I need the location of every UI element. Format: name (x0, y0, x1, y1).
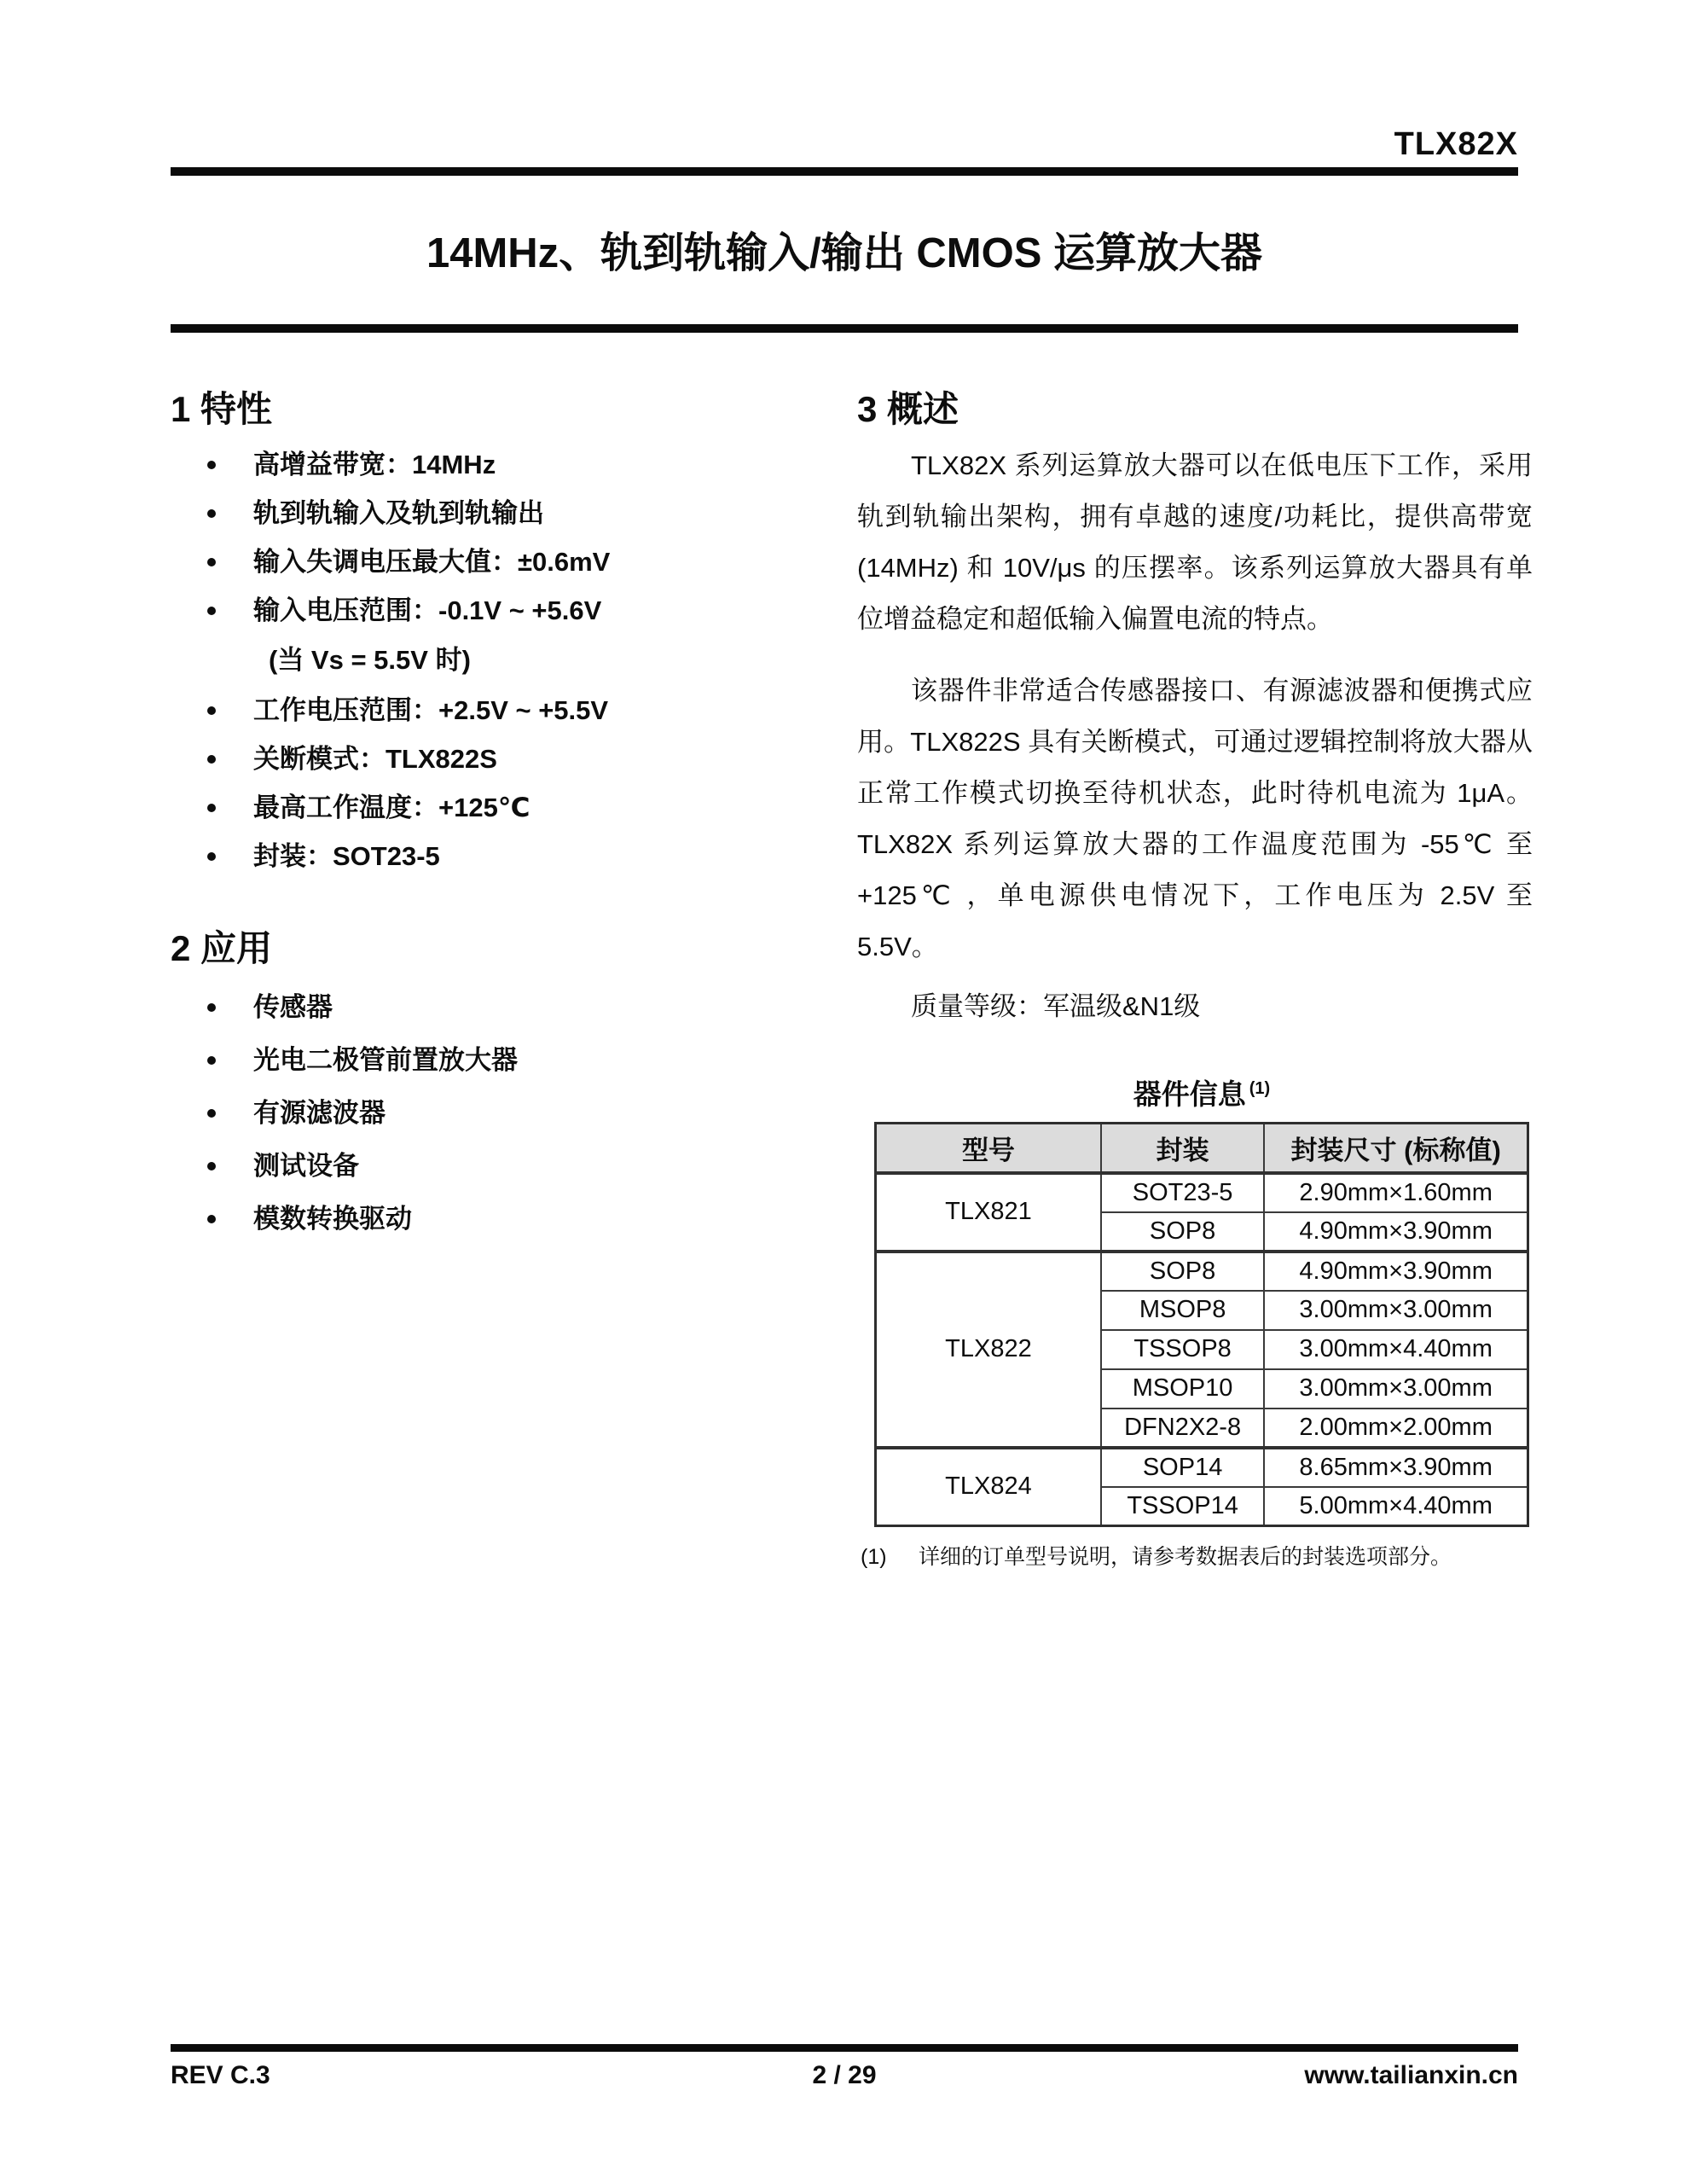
table-row (876, 1173, 1528, 1212)
bullet-icon (207, 1162, 216, 1170)
quality-grade-line: 质量等级：军温级&N1级 (911, 991, 1201, 1021)
left-column (171, 389, 802, 1246)
package-cell: SOP8 (1101, 1212, 1264, 1252)
package-cell: MSOP10 (1101, 1369, 1264, 1409)
column-header-model: 型号 (876, 1124, 1101, 1173)
model-cell: TLX822 (876, 1252, 1101, 1448)
size-cell: 3.00mm×3.00mm (1264, 1369, 1528, 1409)
size-cell: 2.90mm×1.60mm (1264, 1173, 1528, 1212)
right-column (857, 389, 1533, 1571)
footer-website: www.tailianxin.cn (1304, 2061, 1519, 2089)
title-rule (171, 324, 1518, 333)
device-table-head (876, 1124, 1528, 1173)
application-item-label: 有源滤波器 (253, 1098, 386, 1128)
package-cell: SOP8 (1101, 1252, 1264, 1291)
feature-item-label: 输入电压范围：-0.1V ~ +5.6V (253, 595, 602, 625)
feature-item-label: 工作电压范围：+2.5V ~ +5.5V (253, 695, 609, 725)
bullet-icon (207, 1003, 216, 1012)
overview-paragraph: 该器件非常适合传感器接口、有源滤波器和便携式应用。TLX822S 具有关断模式，可通过逻辑控制将放大器从正常工作模式切换至待机状态，此时待机电流为 1μA。 TLX82X 系列运算放大器的工作温度范围为 -55℃ 至 +125℃ ，单电源供电情况下，工作电压为 2.5V 至 5.5V。 (857, 676, 1533, 961)
footnote-marker: (1) (861, 1545, 887, 1569)
size-cell: 3.00mm×3.00mm (1264, 1291, 1528, 1330)
table-footnote (859, 1542, 1533, 1571)
feature-item-subtext: (当 Vs = 5.5V 时) (269, 645, 471, 675)
bullet-icon (207, 1109, 216, 1118)
feature-item (171, 489, 802, 537)
table-row (876, 1252, 1528, 1291)
bullet-icon (207, 461, 216, 469)
column-header-package: 封装 (1101, 1124, 1264, 1173)
feature-item (171, 735, 802, 783)
application-item (171, 981, 802, 1034)
application-item-label: 测试设备 (253, 1151, 359, 1181)
feature-item-label: 高增益带宽：14MHz (253, 450, 496, 479)
application-item (171, 1193, 802, 1246)
bullet-icon (207, 804, 216, 812)
bullet-icon (207, 607, 216, 615)
bullet-icon (207, 706, 216, 715)
device-table-title-superscript: (1) (1249, 1079, 1271, 1098)
bullet-icon (207, 509, 216, 518)
bullet-icon (207, 755, 216, 764)
bullet-icon (207, 558, 216, 566)
feature-item-label: 输入失调电压最大值：±0.6mV (253, 547, 611, 577)
package-cell: MSOP8 (1101, 1291, 1264, 1330)
overview-heading: 3 概述 (857, 389, 959, 429)
device-table-body (876, 1173, 1528, 1526)
footnote-text: 详细的订单型号说明，请参考数据表后的封装选项部分。 (919, 1545, 1452, 1569)
feature-item (171, 686, 802, 735)
package-cell: TSSOP8 (1101, 1330, 1264, 1369)
feature-item (171, 832, 802, 880)
device-table-title-text: 器件信息 (1133, 1078, 1246, 1110)
page-title: 14MHz、轨到轨输入/输出 CMOS 运算放大器 (426, 230, 1263, 276)
feature-item-label: 封装：SOT23-5 (253, 841, 440, 871)
device-info-table (874, 1122, 1529, 1527)
overview-paragraph: TLX82X 系列运算放大器可以在低电压下工作，采用轨到轨输出架构，拥有卓越的速度/功耗比，提供高带宽 (14MHz) 和 10V/μs 的压摆率。该系列运算放大器具有单位增益稳定和超低输入偏置电流的特点。 (857, 450, 1533, 634)
feature-item (171, 440, 802, 489)
feature-item (171, 586, 802, 686)
application-item (171, 1140, 802, 1193)
footer-rule (171, 2044, 1518, 2052)
application-item-label: 光电二极管前置放大器 (253, 1045, 518, 1075)
features-heading: 1 特性 (171, 389, 273, 429)
package-cell: DFN2X2-8 (1101, 1409, 1264, 1448)
application-item-label: 传感器 (253, 992, 333, 1022)
feature-item (171, 783, 802, 832)
applications-list (171, 981, 802, 1246)
package-cell: TSSOP14 (1101, 1487, 1264, 1526)
model-cell: TLX824 (876, 1448, 1101, 1526)
body-columns (171, 389, 1533, 1571)
size-cell: 4.90mm×3.90mm (1264, 1252, 1528, 1291)
size-cell: 4.90mm×3.90mm (1264, 1212, 1528, 1252)
size-cell: 5.00mm×4.40mm (1264, 1487, 1528, 1526)
package-cell: SOP14 (1101, 1448, 1264, 1487)
application-item-label: 模数转换驱动 (253, 1204, 412, 1234)
applications-heading: 2 应用 (171, 928, 273, 968)
bullet-icon (207, 1215, 216, 1223)
package-cell: SOT23-5 (1101, 1173, 1264, 1212)
footer-page-number: 2 / 29 (812, 2061, 877, 2089)
header-rule (171, 167, 1518, 176)
model-cell: TLX821 (876, 1173, 1101, 1252)
bullet-icon (207, 1056, 216, 1065)
footer-revision: REV C.3 (171, 2061, 270, 2089)
document-code: TLX82X (1394, 126, 1518, 162)
feature-item-label: 最高工作温度：+125℃ (253, 793, 530, 822)
page-footer (171, 2044, 1518, 2091)
footer-row (171, 2060, 1518, 2091)
table-header-row (876, 1124, 1528, 1173)
size-cell: 8.65mm×3.90mm (1264, 1448, 1528, 1487)
size-cell: 2.00mm×2.00mm (1264, 1409, 1528, 1448)
device-table-title (874, 1072, 1529, 1112)
feature-item-label: 轨到轨输入及轨到轨输出 (253, 498, 544, 528)
bullet-icon (207, 852, 216, 861)
application-item (171, 1034, 802, 1087)
column-header-size: 封装尺寸 (标称值) (1264, 1124, 1528, 1173)
features-list (171, 440, 802, 880)
table-row (876, 1448, 1528, 1487)
application-item (171, 1087, 802, 1140)
size-cell: 3.00mm×4.40mm (1264, 1330, 1528, 1369)
feature-item (171, 537, 802, 586)
feature-item-label: 关断模式：TLX822S (253, 744, 497, 774)
